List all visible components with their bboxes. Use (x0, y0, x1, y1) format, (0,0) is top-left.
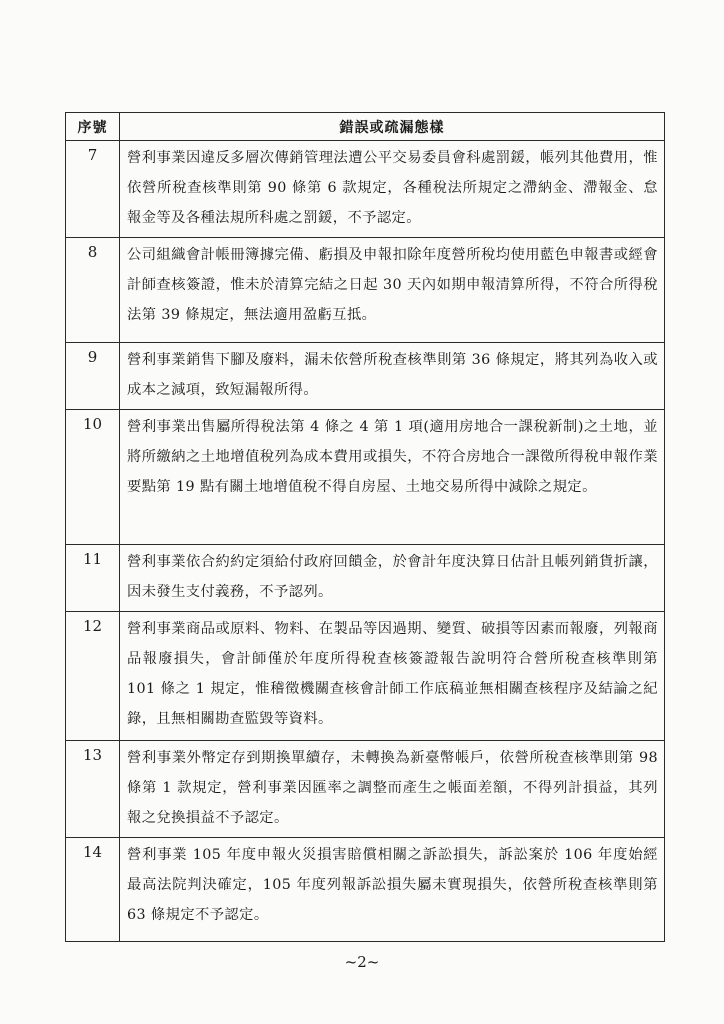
row-description: 營利事業外幣定存到期換單續存，未轉換為新臺幣帳戶，依營所稅查核準則第 98 條第 1 款規定，營利事業因匯率之調整而產生之帳面差額，不得列計損益，其列報之兌換損益不予認定。 (120, 741, 665, 838)
header-error-description: 錯誤或疏漏態樣 (120, 113, 665, 141)
row-number: 14 (66, 838, 120, 942)
row-description: 公司組織會計帳冊簿據完備、虧損及申報扣除年度營所稅均使用藍色申報書或經會計師查核簽證，惟未於清算完結之日起 30 天內如期申報清算所得，不符合所得稅法第 39 條規定，無法適用盈虧互抵。 (120, 238, 665, 343)
table-row (66, 343, 665, 410)
row-description: 營利事業因違反多層次傳銷管理法遭公平交易委員會科處罰鍰，帳列其他費用，惟依營所稅查核準則第 90 條第 6 款規定，各種稅法所規定之滯納金、滯報金、怠報金等及各種法規所科處之罰鍰，不予認定。 (120, 141, 665, 238)
table-header-row (66, 113, 665, 141)
table-row (66, 141, 665, 238)
row-number: 10 (66, 410, 120, 545)
row-number: 7 (66, 141, 120, 238)
row-description: 營利事業出售屬所得稅法第 4 條之 4 第 1 項(適用房地合一課稅新制)之土地，並將所繳納之土地增值稅列為成本費用或損失，不符合房地合一課徵所得稅申報作業要點第 19 點有關土地增值稅不得自房屋、土地交易所得中減除之規定。 (120, 410, 665, 545)
row-description: 營利事業銷售下腳及廢料，漏未依營所稅查核準則第 36 條規定，將其列為收入或成本之減項，致短漏報所得。 (120, 343, 665, 410)
row-number: 11 (66, 545, 120, 612)
row-description: 營利事業商品或原料、物料、在製品等因過期、變質、破損等因素而報廢，列報商品報廢損失，會計師僅於年度所得稅查核簽證報告說明符合營所稅查核準則第 101 條之 1 規定，惟稽徵機關查核會計師工作底稿並無相關查核程序及結論之紀錄，且無相關勘查監毀等資料。 (120, 612, 665, 741)
table-row (66, 612, 665, 741)
page-number: ~2~ (344, 953, 380, 971)
error-types-table (65, 112, 665, 942)
row-number: 12 (66, 612, 120, 741)
row-description: 營利事業依合約約定須給付政府回饋金，於會計年度決算日估計且帳列銷貨折讓，因未發生支付義務，不予認列。 (120, 545, 665, 612)
table-row (66, 741, 665, 838)
row-number: 13 (66, 741, 120, 838)
table-row (66, 838, 665, 942)
table-row (66, 410, 665, 545)
table-row (66, 238, 665, 343)
header-serial-number: 序號 (66, 113, 120, 141)
row-description: 營利事業 105 年度申報火災損害賠償相關之訴訟損失，訴訟案於 106 年度始經最高法院判決確定，105 年度列報訴訟損失屬未實現損失，依營所稅查核準則第 63 條規定不予認定。 (120, 838, 665, 942)
row-number: 8 (66, 238, 120, 343)
table-row (66, 545, 665, 612)
row-number: 9 (66, 343, 120, 410)
